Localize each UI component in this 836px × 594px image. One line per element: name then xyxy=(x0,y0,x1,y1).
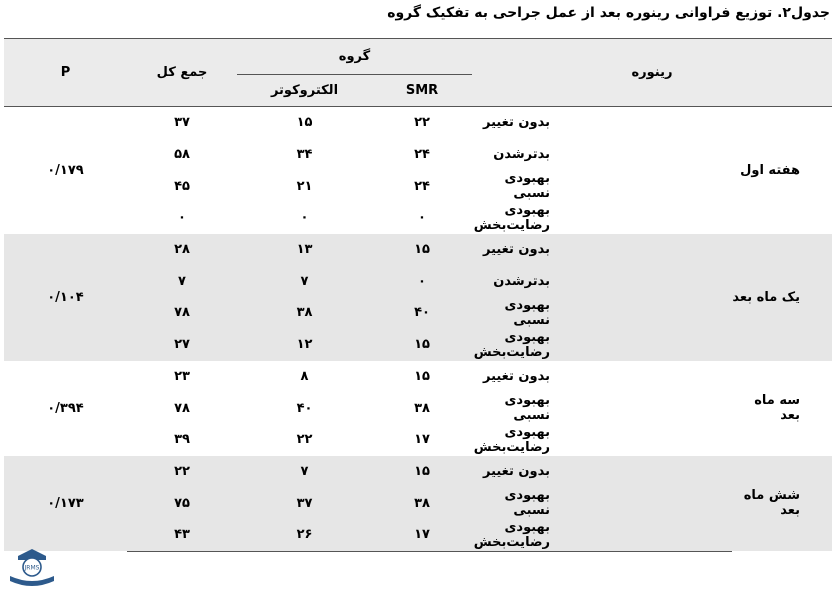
header-rhinorrhea: رینوره xyxy=(472,39,832,107)
section-month1 xyxy=(4,234,832,361)
table-row xyxy=(4,202,832,234)
outcome-cell: بدترشدن xyxy=(493,147,550,163)
svg-text:JRMS: JRMS xyxy=(24,564,40,572)
total-cell: ۲۲ xyxy=(127,456,237,488)
table-row xyxy=(4,139,832,171)
table-row xyxy=(4,329,832,361)
electrocautery-cell: ۷ xyxy=(237,456,372,488)
table-header xyxy=(4,39,832,107)
total-cell: ۲۷ xyxy=(127,329,237,361)
electrocautery-cell: ۳۸ xyxy=(237,297,372,329)
total-cell: ۲۳ xyxy=(174,368,190,384)
smr-cell: ۱۵ xyxy=(372,329,472,361)
period-label: سه ماه بعد xyxy=(754,393,800,424)
table-row xyxy=(4,265,832,297)
smr-cell: ۲۴ xyxy=(414,178,430,194)
outcome-cell: بدون تغییر xyxy=(472,456,732,488)
p-value: ۰/۱۷۹ xyxy=(47,162,84,178)
outcome-cell: بهبودی نسبی xyxy=(472,297,732,329)
rhinorrhea-table xyxy=(4,38,832,552)
smr-cell: ۱۵ xyxy=(372,456,472,488)
section-week1 xyxy=(4,107,832,234)
outcome-cell: بدون تغییر xyxy=(472,234,732,266)
smr-cell: ۳۸ xyxy=(372,487,472,519)
total-cell: ۷۸ xyxy=(127,297,237,329)
electrocautery-cell: ۱۳ xyxy=(237,234,372,266)
total-cell: ۰ xyxy=(178,210,186,226)
smr-cell: ۱۷ xyxy=(414,432,430,448)
results-table-container xyxy=(4,38,832,552)
smr-cell: ۱۵ xyxy=(372,234,472,266)
total-cell: ۲۸ xyxy=(127,234,237,266)
table-row xyxy=(4,297,832,329)
smr-cell: ۲۴ xyxy=(414,147,430,163)
outcome-cell: بهبودی نسبی xyxy=(504,393,550,424)
electrocautery-cell: ۲۱ xyxy=(296,178,313,194)
table-row xyxy=(4,456,832,488)
total-cell: ۷۸ xyxy=(174,400,190,416)
smr-cell: ۰ xyxy=(372,265,472,297)
electrocautery-cell: ۳۷ xyxy=(237,487,372,519)
smr-cell: ۱۵ xyxy=(414,368,430,384)
p-value: ۰/۱۰۴ xyxy=(4,234,127,361)
total-cell: ۴۵ xyxy=(174,178,190,194)
header-p: P xyxy=(4,39,127,107)
header-total: جمع کل xyxy=(127,39,237,107)
table-row xyxy=(4,107,832,139)
period-label: یک ماه بعد xyxy=(732,234,832,361)
total-cell: ۴۳ xyxy=(127,519,237,551)
outcome-cell: بدترشدن xyxy=(472,265,732,297)
smr-cell: ۰ xyxy=(418,210,426,226)
table-row xyxy=(4,234,832,266)
electrocautery-cell: ۲۶ xyxy=(237,519,372,551)
journal-logo-icon xyxy=(6,546,58,590)
outcome-cell: بهبودی نسبی xyxy=(472,487,732,519)
table-row xyxy=(4,424,832,456)
outcome-cell: بهبودی رضایت‌بخش xyxy=(472,519,732,551)
electrocautery-cell: ۴۰ xyxy=(296,400,313,416)
total-cell: ۷۵ xyxy=(127,487,237,519)
smr-cell: ۳۸ xyxy=(414,400,430,416)
electrocautery-cell: ۱۲ xyxy=(237,329,372,361)
section-month3 xyxy=(4,361,832,456)
smr-cell: ۴۰ xyxy=(372,297,472,329)
total-cell: ۳۹ xyxy=(174,432,190,448)
outcome-cell: بهبودی رضایت‌بخش xyxy=(472,329,732,361)
smr-cell: ۲۲ xyxy=(414,115,430,131)
table-row xyxy=(4,170,832,202)
header-group: گروه xyxy=(237,39,472,75)
electrocautery-cell: ۲۲ xyxy=(296,432,313,448)
p-value: ۰/۳۹۴ xyxy=(47,400,84,416)
smr-cell: ۱۷ xyxy=(372,519,472,551)
table-row xyxy=(4,361,832,393)
outcome-cell: بهبودی رضایت‌بخش xyxy=(473,202,550,233)
outcome-cell: بهبودی نسبی xyxy=(504,171,550,202)
electrocautery-cell: ۷ xyxy=(237,265,372,297)
header-smr: SMR xyxy=(372,75,472,107)
table-row xyxy=(4,487,832,519)
outcome-cell: بدون تغییر xyxy=(482,115,550,131)
table-row xyxy=(4,519,832,551)
header-electrocautery: الکتروکوتر xyxy=(237,75,372,107)
electrocautery-cell: ۸ xyxy=(300,368,309,384)
total-cell: ۳۷ xyxy=(174,115,190,131)
total-cell: ۵۸ xyxy=(174,147,190,163)
period-label: شش ماه بعد xyxy=(732,456,832,552)
electrocautery-cell: ۱۵ xyxy=(296,115,313,131)
outcome-cell: بدون تغییر xyxy=(482,368,550,384)
table-caption: جدول۲. توزیع فراوانی رینوره بعد از عمل جراحی به تفکیک گروه xyxy=(387,5,830,21)
table-row xyxy=(4,392,832,424)
electrocautery-cell: ۰ xyxy=(300,210,309,226)
electrocautery-cell: ۳۴ xyxy=(296,147,313,163)
period-label: هفته اول xyxy=(740,162,800,178)
p-value: ۰/۱۷۳ xyxy=(4,456,127,552)
outcome-cell: بهبودی رضایت‌بخش xyxy=(473,424,550,455)
section-month6 xyxy=(4,456,832,552)
total-cell: ۷ xyxy=(127,265,237,297)
